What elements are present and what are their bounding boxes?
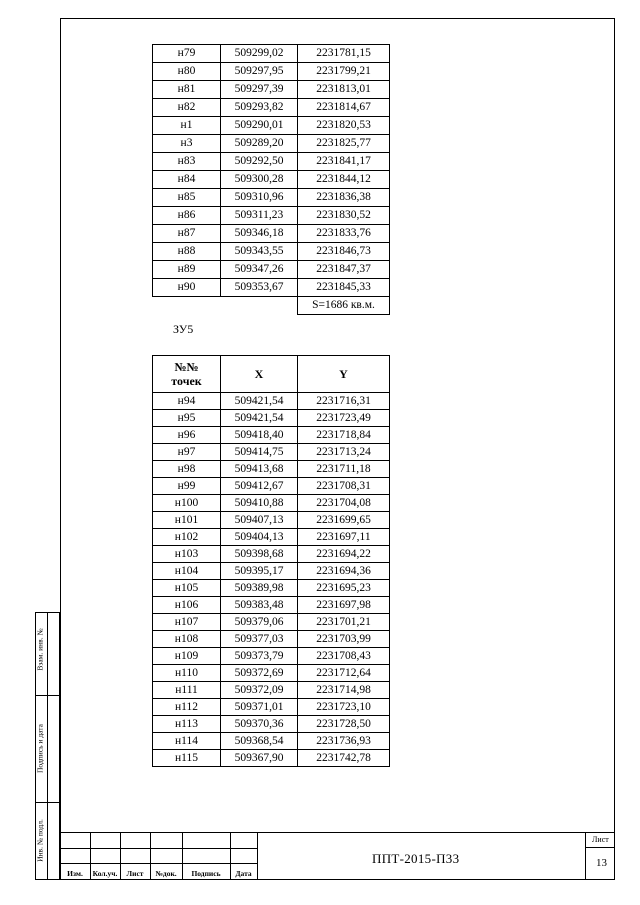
y-coordinate-cell: 2231701,21 (298, 614, 390, 631)
y-coordinate-cell: 2231713,24 (298, 444, 390, 461)
table-row (153, 207, 390, 225)
point-name-cell: н88 (153, 243, 221, 261)
y-coordinate-cell: 2231694,36 (298, 563, 390, 580)
point-name-cell: н96 (153, 427, 221, 444)
point-name-cell: н102 (153, 529, 221, 546)
x-coordinate-cell: 509395,17 (221, 563, 298, 580)
table-row (153, 597, 390, 614)
table-header-row (153, 356, 390, 393)
y-coordinate-cell: 2231697,98 (298, 597, 390, 614)
x-coordinate-cell: 509398,68 (221, 546, 298, 563)
header-x: X (221, 356, 298, 393)
y-coordinate-cell: 2231711,18 (298, 461, 390, 478)
area-row (153, 297, 390, 315)
y-coordinate-cell: 2231845,33 (298, 279, 390, 297)
point-name-cell: н90 (153, 279, 221, 297)
table-row (153, 243, 390, 261)
x-coordinate-cell: 509373,79 (221, 648, 298, 665)
y-coordinate-cell: 2231799,21 (298, 63, 390, 81)
y-coordinate-cell: 2231844,12 (298, 171, 390, 189)
point-name-cell: н109 (153, 648, 221, 665)
y-coordinate-cell: 2231704,08 (298, 495, 390, 512)
x-coordinate-cell: 509297,39 (221, 81, 298, 99)
table-row (153, 261, 390, 279)
y-coordinate-cell: 2231833,76 (298, 225, 390, 243)
table-row (153, 733, 390, 750)
y-coordinate-cell: 2231841,17 (298, 153, 390, 171)
point-name-cell: н85 (153, 189, 221, 207)
x-coordinate-cell: 509389,98 (221, 580, 298, 597)
table-row (153, 393, 390, 410)
point-name-cell: н103 (153, 546, 221, 563)
header-points (153, 356, 221, 393)
table-row (153, 63, 390, 81)
x-coordinate-cell: 509404,13 (221, 529, 298, 546)
point-name-cell: н1 (153, 117, 221, 135)
point-name-cell: н100 (153, 495, 221, 512)
table-row (153, 117, 390, 135)
y-coordinate-cell: 2231697,11 (298, 529, 390, 546)
point-name-cell: н94 (153, 393, 221, 410)
y-coordinate-cell: 2231716,31 (298, 393, 390, 410)
x-coordinate-cell: 509311,23 (221, 207, 298, 225)
tb-col-list: Лист (126, 869, 144, 878)
table-row (153, 665, 390, 682)
table-row (153, 750, 390, 767)
x-coordinate-cell: 509414,75 (221, 444, 298, 461)
point-name-cell: н97 (153, 444, 221, 461)
table-row (153, 631, 390, 648)
point-name-cell: н84 (153, 171, 221, 189)
table-row (153, 495, 390, 512)
y-coordinate-cell: 2231694,22 (298, 546, 390, 563)
section-label-zu5: ЗУ5 (173, 322, 194, 336)
y-coordinate-cell: 2231742,78 (298, 750, 390, 767)
point-name-cell: н99 (153, 478, 221, 495)
table-row (153, 225, 390, 243)
table-row (153, 45, 390, 63)
side-label-podpis: Подпись и дата (35, 724, 45, 773)
point-name-cell: н115 (153, 750, 221, 767)
tb-col-podpis: Подпись (191, 869, 221, 878)
y-coordinate-cell: 2231736,93 (298, 733, 390, 750)
table-row (153, 427, 390, 444)
x-coordinate-cell: 509289,20 (221, 135, 298, 153)
x-coordinate-cell: 509347,26 (221, 261, 298, 279)
x-coordinate-cell: 509346,18 (221, 225, 298, 243)
y-coordinate-cell: 2231699,65 (298, 512, 390, 529)
y-coordinate-cell: 2231712,64 (298, 665, 390, 682)
table-row (153, 648, 390, 665)
tb-col-izm: Изм. (67, 869, 83, 878)
table-row (153, 512, 390, 529)
side-stamp-divider (47, 612, 60, 880)
side-row-divider (35, 695, 60, 696)
x-coordinate-cell: 509407,13 (221, 512, 298, 529)
x-coordinate-cell: 509293,82 (221, 99, 298, 117)
side-label-vzam: Взам. инв. № (35, 628, 45, 671)
x-coordinate-cell: 509353,67 (221, 279, 298, 297)
y-coordinate-cell: 2231723,10 (298, 699, 390, 716)
y-coordinate-cell: 2231830,52 (298, 207, 390, 225)
x-coordinate-cell: 509379,06 (221, 614, 298, 631)
point-name-cell: н108 (153, 631, 221, 648)
x-coordinate-cell: 509372,09 (221, 682, 298, 699)
point-name-cell: н112 (153, 699, 221, 716)
y-coordinate-cell: 2231708,31 (298, 478, 390, 495)
point-name-cell: н86 (153, 207, 221, 225)
y-coordinate-cell: 2231847,37 (298, 261, 390, 279)
point-name-cell: н95 (153, 410, 221, 427)
point-name-cell: н82 (153, 99, 221, 117)
point-name-cell: н106 (153, 597, 221, 614)
point-name-cell: н101 (153, 512, 221, 529)
point-name-cell: н89 (153, 261, 221, 279)
title-block (60, 832, 615, 880)
point-name-cell: н80 (153, 63, 221, 81)
table-row (153, 135, 390, 153)
table-row (153, 716, 390, 733)
x-coordinate-cell: 509421,54 (221, 410, 298, 427)
header-points-label: №№ точек (171, 360, 202, 388)
x-coordinate-cell: 509410,88 (221, 495, 298, 512)
table-row (153, 478, 390, 495)
y-coordinate-cell: 2231781,15 (298, 45, 390, 63)
point-name-cell: н3 (153, 135, 221, 153)
y-coordinate-cell: 2231695,23 (298, 580, 390, 597)
table-row (153, 563, 390, 580)
table-row (153, 189, 390, 207)
table-row (153, 81, 390, 99)
tb-col-koluch: Кол.уч. (92, 869, 118, 878)
table-row (153, 153, 390, 171)
x-coordinate-cell: 509412,67 (221, 478, 298, 495)
table-row (153, 99, 390, 117)
x-coordinate-cell: 509299,02 (221, 45, 298, 63)
x-coordinate-cell: 509367,90 (221, 750, 298, 767)
x-coordinate-cell: 509377,03 (221, 631, 298, 648)
point-name-cell: н113 (153, 716, 221, 733)
x-coordinate-cell: 509310,96 (221, 189, 298, 207)
x-coordinate-cell: 509371,01 (221, 699, 298, 716)
table-row (153, 529, 390, 546)
y-coordinate-cell: 2231820,53 (298, 117, 390, 135)
point-name-cell: н79 (153, 45, 221, 63)
y-coordinate-cell: 2231714,98 (298, 682, 390, 699)
x-coordinate-cell: 509370,36 (221, 716, 298, 733)
y-coordinate-cell: 2231723,49 (298, 410, 390, 427)
table-row (153, 279, 390, 297)
point-name-cell: н83 (153, 153, 221, 171)
point-name-cell: н104 (153, 563, 221, 580)
y-coordinate-cell: 2231708,43 (298, 648, 390, 665)
table-row (153, 682, 390, 699)
x-coordinate-cell: 509292,50 (221, 153, 298, 171)
side-label-inv: Инв. № подл. (35, 819, 45, 862)
point-name-cell: н114 (153, 733, 221, 750)
table-row (153, 614, 390, 631)
x-coordinate-cell: 509372,69 (221, 665, 298, 682)
y-coordinate-cell: 2231813,01 (298, 81, 390, 99)
table-row (153, 171, 390, 189)
header-y: Y (298, 356, 390, 393)
y-coordinate-cell: 2231703,99 (298, 631, 390, 648)
blank-cell (221, 297, 298, 315)
table-row (153, 410, 390, 427)
point-name-cell: н110 (153, 665, 221, 682)
sheet-label: Лист (592, 835, 609, 844)
document-code: ППТ-2015-П33 (372, 851, 460, 866)
table-row (153, 546, 390, 563)
x-coordinate-cell: 509343,55 (221, 243, 298, 261)
table-row (153, 580, 390, 597)
x-coordinate-cell: 509368,54 (221, 733, 298, 750)
sheet-number: 13 (596, 857, 607, 869)
y-coordinate-cell: 2231718,84 (298, 427, 390, 444)
x-coordinate-cell: 509421,54 (221, 393, 298, 410)
x-coordinate-cell: 509297,95 (221, 63, 298, 81)
table-row (153, 461, 390, 478)
blank-cell (153, 297, 221, 315)
point-name-cell: н98 (153, 461, 221, 478)
coordinates-table-1 (152, 44, 390, 315)
x-coordinate-cell: 509290,01 (221, 117, 298, 135)
y-coordinate-cell: 2231728,50 (298, 716, 390, 733)
y-coordinate-cell: 2231814,67 (298, 99, 390, 117)
point-name-cell: н105 (153, 580, 221, 597)
y-coordinate-cell: 2231846,73 (298, 243, 390, 261)
tb-col-data: Дата (235, 869, 252, 878)
x-coordinate-cell: 509413,68 (221, 461, 298, 478)
area-cell: S=1686 кв.м. (298, 297, 390, 315)
y-coordinate-cell: 2231825,77 (298, 135, 390, 153)
point-name-cell: н81 (153, 81, 221, 99)
x-coordinate-cell: 509418,40 (221, 427, 298, 444)
x-coordinate-cell: 509300,28 (221, 171, 298, 189)
point-name-cell: н107 (153, 614, 221, 631)
tb-col-ndok: №док. (155, 869, 177, 878)
x-coordinate-cell: 509383,48 (221, 597, 298, 614)
y-coordinate-cell: 2231836,38 (298, 189, 390, 207)
table-row (153, 699, 390, 716)
table-row (153, 444, 390, 461)
point-name-cell: н87 (153, 225, 221, 243)
point-name-cell: н111 (153, 682, 221, 699)
coordinates-table-zu5 (152, 355, 390, 767)
